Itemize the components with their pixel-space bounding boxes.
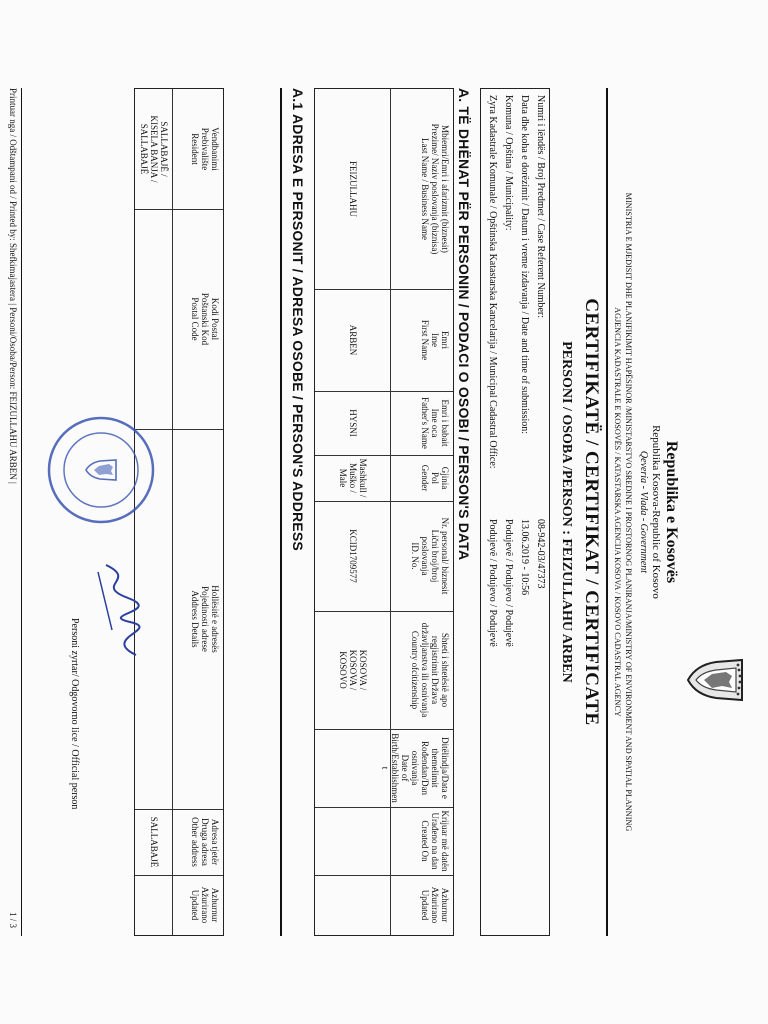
cell-postal-code xyxy=(135,209,173,429)
col-header-created-on: Krijuar më datën Urađeno na dan Created On xyxy=(419,810,450,872)
submission-date-value: 13.06.2019 - 10:56 xyxy=(519,519,530,596)
cell-first-name: ARBEN xyxy=(348,324,358,356)
header-rule xyxy=(606,88,608,936)
col-header-postal-code: Kodi Postal Poštanski Kod Postal Code xyxy=(189,292,220,346)
official-person-label: Personi zyrtar/ Odgovorno lice / Official person xyxy=(69,618,80,810)
col-header-address-details: Hollësitë e adresës Pojedinosti adrese Address Details xyxy=(189,585,220,653)
col-header-gender: Gjinia Pol Gender xyxy=(419,464,450,492)
col-header-residence: Vendbanimi Prebivalište Resident xyxy=(189,127,220,171)
col-header-citizenship: Shteti i shtetësië apo regjistrimit Država državljanstva ili osnivanja Country ofcitizenship xyxy=(409,622,450,718)
printed-by: Printuar nga / Odštampani od / Printed by: Shefkimajastera | Personi/Osoba/Person: FEIZULLAHU ARBEN | xyxy=(8,88,18,484)
case-number-label: Numri i lëndës / Broj Predmet / Case Referent Number: xyxy=(535,95,546,319)
col-header-birth-date: Ditëlindja/Data e themelimit Rođendan/Dan osnivanja Date of Birth/Establishmen t xyxy=(379,733,450,803)
cadastral-office-value: Podujevë / Podujevo / Podujevë xyxy=(487,519,498,647)
certificate-subtitle: PERSONI / OSOBA /PERSON : FEIZULLAHU ARBEN xyxy=(559,341,574,683)
coat-of-arms-icon xyxy=(684,640,746,720)
submission-info-box xyxy=(480,88,550,936)
republic-name: Republika e Kosovës xyxy=(663,440,680,584)
official-stamp xyxy=(46,415,156,525)
section-a1-title: A.1 ADRESA E PERSONIT / ADRESA OSOBE / PERSON'S ADDRESS xyxy=(290,88,306,551)
cell-id-number: KCID1709577 xyxy=(348,529,358,583)
submission-date-label: Data dhe koha e dorëzimit / Datum i vreme izdavanja / Date and time of submission: xyxy=(519,95,530,435)
cell-last-name: FEIZULLAHU xyxy=(348,161,358,217)
cadastral-office-label: Zyra Kadastrale Komunale / Opštinska Katastarska Kancelarija / Municipal Cadastral Office: xyxy=(487,95,498,469)
certificate-title: CERTIFIKATË / CERTIFIKAT / CERTIFICATE xyxy=(581,298,602,726)
cell-fathers-name: HYSNI xyxy=(348,409,358,437)
signature xyxy=(88,560,148,660)
col-header-id-number: Nr. personal/ biznesit Lični broj/broj poslovanja ID. No. xyxy=(409,517,450,595)
cell-gender: Mashkull / Muško / Male xyxy=(337,458,369,498)
col-header-other-address: Adresa tjetër Druga adresa Other address xyxy=(189,817,220,867)
republic-name-multilingual: Republika Kosova-Republic of Kosovo xyxy=(650,425,662,599)
cell-address-updated xyxy=(135,875,173,935)
case-number-value: 08-942-03/47373 xyxy=(535,519,546,589)
cell-citizenship: KOSOVA / KOSOVA / KOSOVO xyxy=(337,649,369,691)
col-header-address-updated: Azhurnur Ažurirano Updated xyxy=(189,886,220,924)
footer-rule xyxy=(21,88,22,936)
col-header-fathers-name: Emri i babait Ime oca Father's Name xyxy=(419,397,450,449)
cell-updated xyxy=(315,875,391,935)
person-data-table xyxy=(314,88,454,936)
section-a1-rule xyxy=(280,88,282,936)
ministry-line: MINISTRIA E MJEDISIT DHE PLANIFIKIMIT HAPËSINOR /MINISTARSTVO SREDINE I PROSTORNOG PLANIRANJA/MINISTRY OF ENVIRONMENT AND SPATIAL PLANNING xyxy=(624,192,633,832)
cell-other-address: SALLABAJË xyxy=(149,816,159,868)
cell-created-on xyxy=(315,807,391,875)
page-number: 1 / 3 xyxy=(8,912,18,929)
agency-line: AGJENCIA KADASTRALE E KOSOVËS / KATASTARSKA AGENCIJA KOSOVA / KOSOVO CADASTRAL AGENCY xyxy=(613,307,622,717)
section-a-title: A. TË DHËNAT PËR PERSONIN / PODACI O OSOBI / PERSON'S DATA xyxy=(456,88,472,561)
municipality-label: Komuna / Opština / Municipality: xyxy=(503,95,514,231)
col-header-last-name: Mbiemri/Emri i afarizmit (biznesit) Prezime/ Naziv poslovanja (biznisa) Last Name / Business Name xyxy=(419,123,450,255)
cell-birth-date xyxy=(315,729,391,807)
cell-residence: SALLABAJË / KISELA BANJA / SALLABAJË xyxy=(138,115,170,183)
col-header-updated: Azhurnur Ažurirano Updated xyxy=(419,886,450,924)
government-line: Qeveria - Vlada - Government xyxy=(638,450,649,574)
col-header-first-name: Emri Ime First Name xyxy=(419,319,450,361)
municipality-value: Podujevë / Podujevo / Podujevë xyxy=(503,519,514,647)
